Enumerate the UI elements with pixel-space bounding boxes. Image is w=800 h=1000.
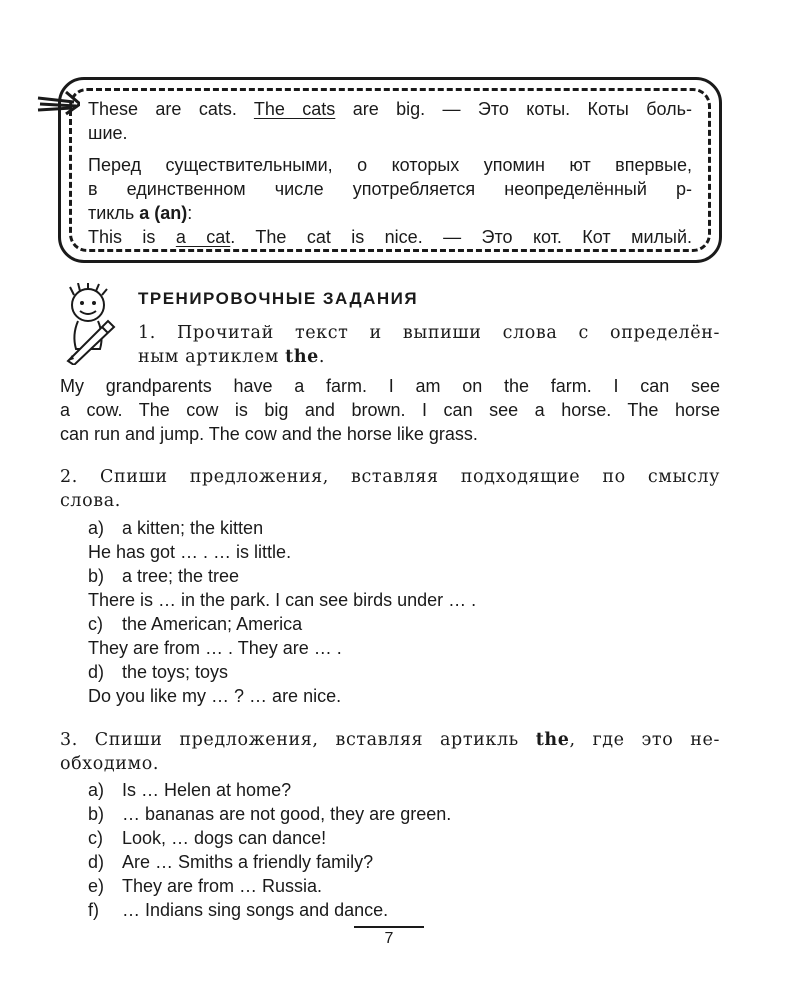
item-label: f) — [88, 900, 99, 920]
rule-line-3: Перед существительными, о которых упомин ют впервые, — [88, 155, 692, 175]
task-text-segment: . — [318, 347, 326, 367]
item-sentence: He has got … . … is little. — [88, 542, 292, 562]
item-label: c) — [88, 614, 103, 634]
list-item — [88, 826, 708, 850]
underlined-example: The cats — [253, 99, 336, 119]
rule-line-6 — [88, 225, 692, 249]
rule-text-segment: : — [187, 203, 193, 223]
boy-with-pencil-icon — [58, 283, 130, 365]
list-item — [88, 898, 708, 922]
task-1-heading — [138, 321, 720, 369]
article-bold: a (an) — [139, 203, 188, 223]
reading-line: My grandparents have a farm. I am on the farm. I can see — [60, 376, 720, 396]
task-2-line: 2. Спиши предложения, вставляя подходящие по смыслу — [60, 467, 720, 487]
item-sentence: They are from … Russia. — [122, 876, 323, 896]
rule-text-segment: . The cat is nice. — Это кот. Кот милый. — [230, 227, 692, 247]
article-bold: the — [535, 730, 570, 750]
item-label: a) — [88, 518, 105, 538]
item-sentence: They are from … . They are … . — [88, 638, 342, 658]
task-text-segment: ным артиклем — [138, 347, 286, 367]
underlined-example: a cat — [175, 227, 231, 247]
page-number-rule — [354, 926, 424, 928]
item-label: e) — [88, 876, 105, 896]
list-item — [88, 660, 708, 708]
section-title: ТРЕНИРОВОЧНЫЕ ЗАДАНИЯ — [138, 289, 419, 308]
task-text-segment: 3. Спиши предложения, вставляя артикль — [60, 730, 536, 750]
item-options: the toys; toys — [122, 662, 229, 682]
list-item — [88, 802, 708, 826]
item-label: d) — [88, 662, 105, 682]
page-number: 7 — [384, 930, 394, 947]
reading-line: can run and jump. The cow and the horse like grass. — [60, 424, 478, 444]
task-2-line: слова. — [60, 491, 121, 511]
list-item — [88, 564, 708, 612]
task-3-line — [60, 728, 720, 752]
reading-text — [60, 374, 720, 446]
item-label: c) — [88, 828, 103, 848]
task-3-line: обходимо. — [60, 754, 160, 774]
rule-text-segment: тикль — [88, 203, 140, 223]
item-sentence: There is … in the park. I can see birds under … . — [88, 590, 477, 610]
pointer-mark-icon — [36, 88, 80, 118]
rule-line-1 — [88, 97, 692, 121]
item-label: d) — [88, 852, 105, 872]
list-item — [88, 874, 708, 898]
article-bold: the — [285, 347, 319, 367]
item-sentence: Look, … dogs can dance! — [122, 828, 327, 848]
item-label: b) — [88, 804, 105, 824]
rule-text — [88, 97, 692, 249]
rule-line-2: шие. — [88, 123, 128, 143]
item-options: a kitten; the kitten — [122, 518, 264, 538]
item-sentence: Are … Smiths a friendly family? — [122, 852, 374, 872]
task-2-items — [88, 516, 708, 708]
list-item — [88, 612, 708, 660]
item-sentence: … Indians sing songs and dance. — [122, 900, 389, 920]
rule-text-segment: are big. — Это коты. Коты боль- — [335, 99, 692, 119]
item-sentence: … bananas are not good, they are green. — [122, 804, 452, 824]
reading-line: a cow. The cow is big and brown. I can see a horse. The horse — [60, 400, 720, 420]
task-1-line: 1. Прочитай текст и выпиши слова с определён- — [138, 323, 720, 343]
task-3-heading — [60, 728, 720, 776]
item-options: a tree; the tree — [122, 566, 240, 586]
rule-line-4: в единственном числе употребляется неопределённый р- — [88, 179, 692, 199]
task-1-line — [138, 345, 720, 369]
item-options: the American; America — [122, 614, 303, 634]
task-text-segment: , где это не- — [569, 730, 720, 750]
task-2-heading — [60, 465, 720, 513]
rule-text-segment: These are cats. — [88, 99, 254, 119]
task-3-items — [88, 778, 708, 922]
item-label: b) — [88, 566, 105, 586]
rule-text-segment: This is — [88, 227, 176, 247]
item-label: a) — [88, 780, 105, 800]
rule-line-5 — [88, 201, 692, 225]
list-item — [88, 516, 708, 564]
list-item — [88, 850, 708, 874]
item-sentence: Do you like my … ? … are nice. — [88, 686, 342, 706]
item-sentence: Is … Helen at home? — [122, 780, 292, 800]
list-item — [88, 778, 708, 802]
